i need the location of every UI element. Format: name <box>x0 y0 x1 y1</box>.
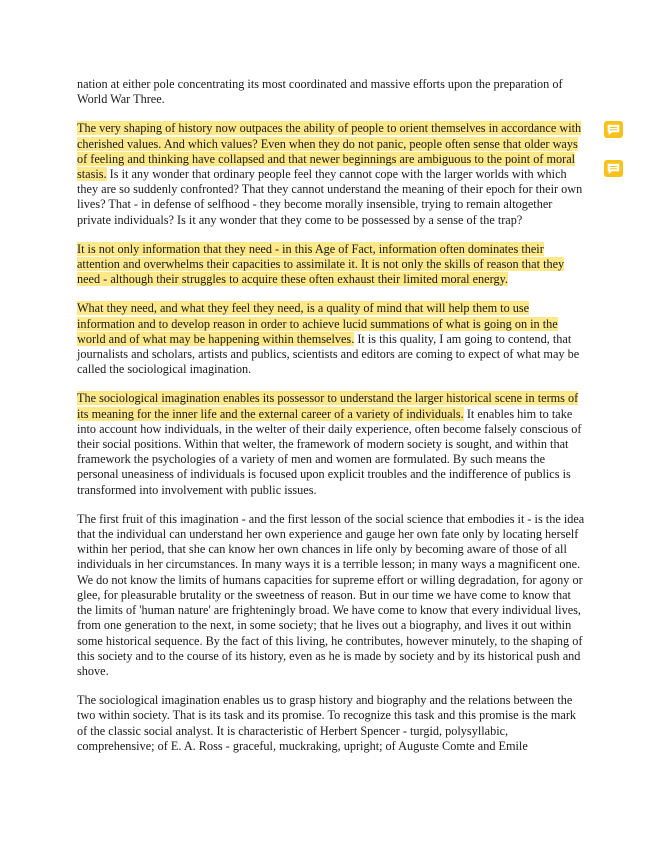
paragraph-text: It is this quality, I am going to contend, that journalists and scholars, artists and publics, scientists and editors are coming to expect of what may be called the sociological imagination. <box>77 331 580 377</box>
paragraph-6 <box>77 512 587 679</box>
highlighted-text[interactable]: The very shaping of history now outpaces the ability of people to orient themselves in accordance with cherished values. And which values? Even when they do not panic, people often sense that older ways of feeling and thinking have collapsed and that newer beginnings are ambiguous to the point of moral stasis. <box>77 121 582 182</box>
paragraph-text: nation at either pole concentrating its most coordinated and massive efforts upon the preparation of World War Three. <box>77 77 563 107</box>
paragraph-1 <box>77 77 587 107</box>
speech-bubble-icon <box>607 163 620 174</box>
paragraph-text: The first fruit of this imagination - and the first lesson of the social science that embodies it - is the idea that the individual can understand her own experience and gauge her own fate only by locating herself within her period, that she can know her own chances in life only by becoming aware of those of all individuals in her circumstances. In many ways it is a terrible lesson; in many ways a magnificent one. We do not know the limits of humans capacities for supreme effort or willing degradation, for agony or glee, for pleasurable brutality or the sweetness of reason. But in our time we have come to know that the limits of 'human nature' are frighteningly broad. We have come to know that every individual lives, from one generation to the next, in some society; that he lives out a biography, and lives it out within some historical sequence. By the fact of this living, he contributes, however minutely, to the shaping of this society and to the course of its history, even as he is made by society and by its historical push and shove. <box>77 511 585 678</box>
highlighted-text[interactable]: What they need, and what they feel they need, is a quality of mind that will help them to use information and to develop reason in order to achieve lucid summations of what is going on in the world and of what may be happening within themselves. <box>77 301 558 346</box>
highlighted-text[interactable]: It is not only information that they need - in this Age of Fact, information often dominates their attention and overwhelms their capacities to assimilate it. It is not only the skills of reason that they need - although their struggles to acquire these often exhaust their limited moral energy. <box>77 241 565 287</box>
comment-icon[interactable] <box>604 121 623 138</box>
paragraph-2 <box>77 121 587 227</box>
paragraph-text: The sociological imagination enables us to grasp history and biography and the relations between the two within society. That is its task and its promise. To recognize this task and this promise is the mark of the classic social analyst. It is characteristic of Herbert Spencer - turgid, polysyllabic, comprehensive; of E. A. Ross - graceful, muckraking, upright; of Auguste Comte and Emile <box>77 693 577 753</box>
highlighted-text[interactable]: The sociological imagination enables its possessor to understand the larger historical scene in terms of its meaning for the inner life and the external career of a variety of individuals. <box>77 391 579 421</box>
paragraph-7 <box>77 693 587 754</box>
paragraph-3 <box>77 242 587 288</box>
comment-icon[interactable] <box>604 160 623 177</box>
paragraph-text: It enables him to take into account how individuals, in the welter of their daily experience, often become falsely conscious of their social positions. Within that welter, the framework of modern society is sought, and within that framework the psychologies of a variety of men and women are formulated. By such means the personal uneasiness of individuals is focused upon explicit troubles and the indifference of publics is transformed into involvement with public issues. <box>77 406 582 497</box>
document-body <box>77 77 587 768</box>
paragraph-4 <box>77 301 587 377</box>
paragraph-text: Is it any wonder that ordinary people feel they cannot cope with the larger worlds with which they are so suddenly confronted? That they cannot understand the meaning of their epoch for their own lives? That - in defense of selfhood - they become morally insensible, trying to remain altogether private individuals? Is it any wonder that they come to be possessed by a sense of the trap? <box>77 167 583 227</box>
speech-bubble-icon <box>607 124 620 135</box>
paragraph-5 <box>77 391 587 497</box>
